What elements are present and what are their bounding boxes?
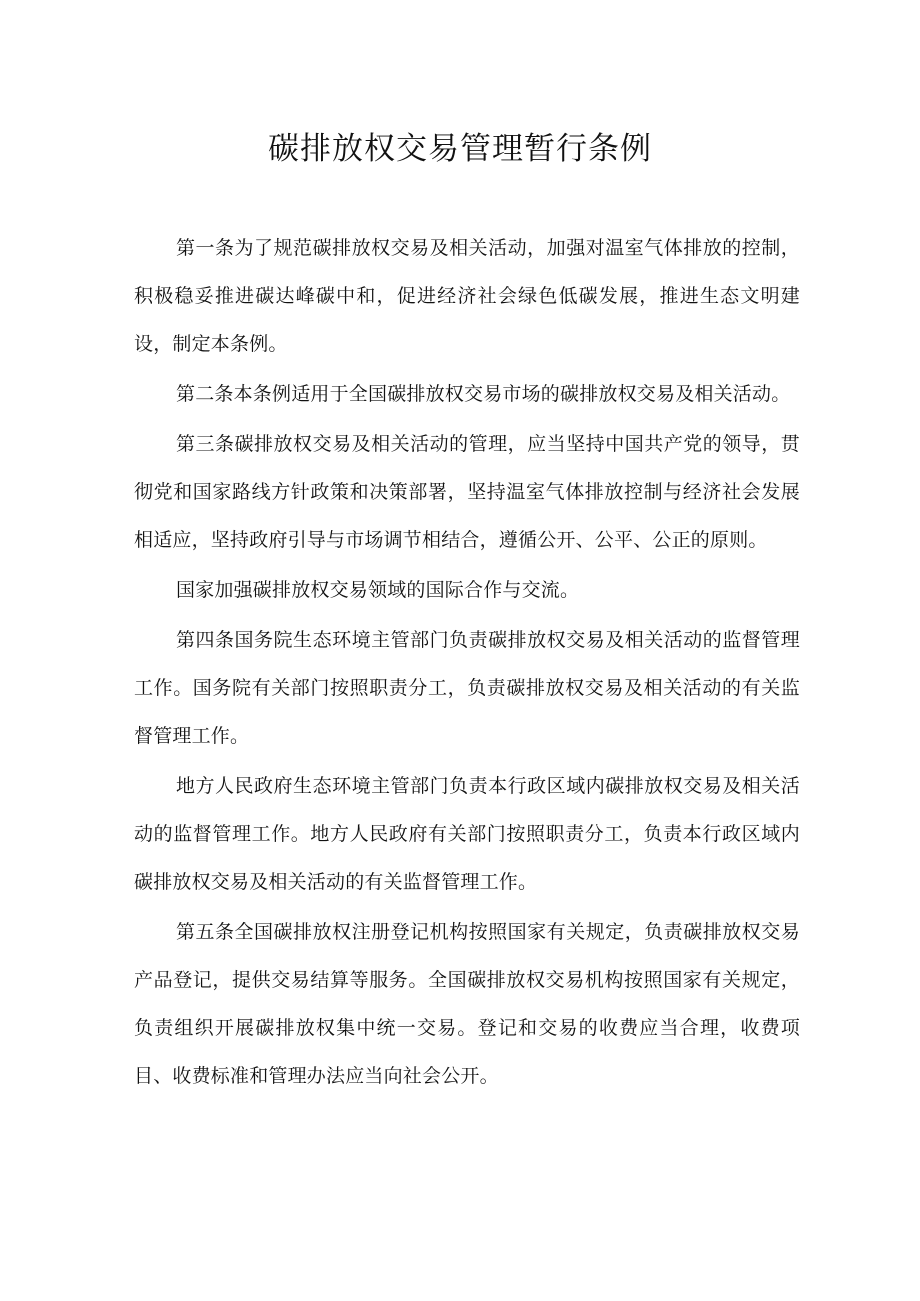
paragraph-article-2: 第二条本条例适用于全国碳排放权交易市场的碳排放权交易及相关活动。 [176, 383, 791, 405]
paragraph-international-cooperation: 国家加强碳排放权交易领域的国际合作与交流。 [176, 579, 580, 601]
document-title: 碳排放权交易管理暂行条例 [268, 131, 652, 167]
paragraph-article-4: 第四条国务院生态环境主管部门负责碳排放权交易及相关活动的监督管理工作。国务院有关部门按照职责分工，负责碳排放权交易及相关活动的有关监督管理工作。 [134, 629, 800, 747]
paragraph-article-3: 第三条碳排放权交易及相关活动的管理，应当坚持中国共产党的领导，贯彻党和国家路线方针政策和决策部署，坚持温室气体排放控制与经济社会发展相适应，坚持政府引导与市场调节相结合，遵循公开、公平、公正的原则。 [134, 433, 800, 551]
paragraph-article-5: 第五条全国碳排放权注册登记机构按照国家有关规定，负责碳排放权交易产品登记，提供交易结算等服务。全国碳排放权交易机构按照国家有关规定，负责组织开展碳排放权集中统一交易。登记和交易的收费应当合理，收费项目、收费标准和管理办法应当向社会公开。 [134, 921, 800, 1087]
paragraph-local-government: 地方人民政府生态环境主管部门负责本行政区域内碳排放权交易及相关活动的监督管理工作。地方人民政府有关部门按照职责分工，负责本行政区域内碳排放权交易及相关活动的有关监督管理工作。 [134, 775, 800, 893]
paragraph-article-1: 第一条为了规范碳排放权交易及相关活动，加强对温室气体排放的控制，积极稳妥推进碳达峰碳中和，促进经济社会绿色低碳发展，推进生态文明建设，制定本条例。 [134, 237, 800, 355]
document-body [134, 224, 800, 1102]
